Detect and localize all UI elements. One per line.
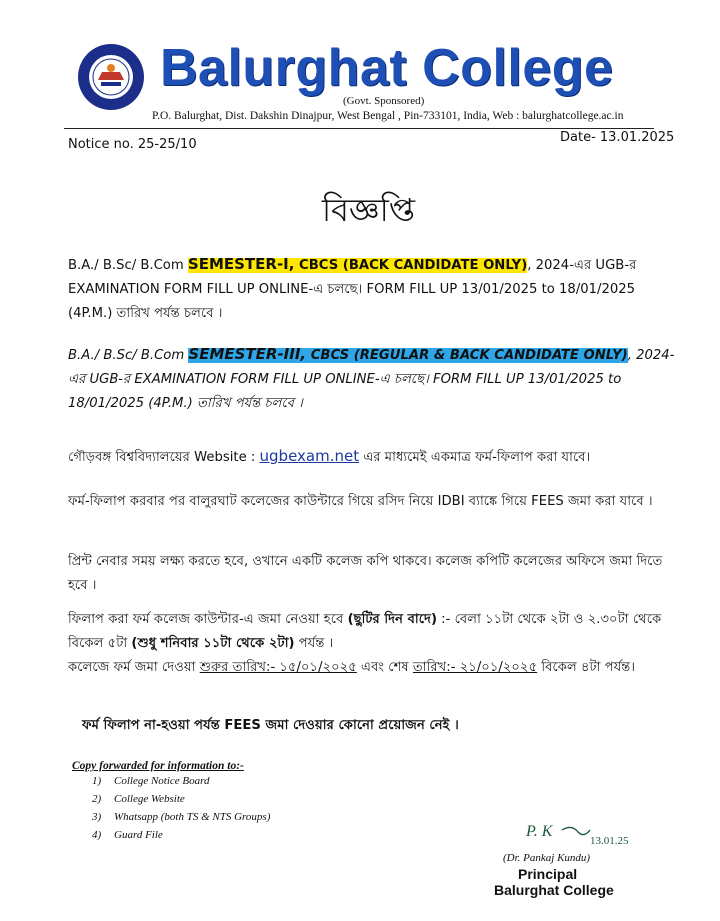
principal-signature: [524, 820, 644, 850]
paragraph-fees-payment: ফর্ম-ফিলাপ করবার পর বালুরঘাট কলেজের কাউন্টারে গিয়ে রসিদ নিয়ে IDBI ব্যাঙ্কে গিয়ে FEES জমা করা যাবে ।: [68, 494, 653, 509]
p2-prefix: B.A./ B.Sc/ B.Com: [68, 348, 189, 363]
p7-end-date: তারিখ:- ২১/০১/২০২৫: [412, 660, 538, 675]
copy-forwarded-list: [92, 772, 270, 844]
list-item: 3) Whatsapp (both TS & NTS Groups): [92, 811, 271, 823]
p1-semester-highlight: SEMESTER-I, CBCS (BACK CANDIDATE ONLY): [187, 255, 528, 273]
p6-middle: :- বেলা ১১টা থেকে ২টা ও ২.৩০টা থেকে বিকেল ৫টা: [68, 612, 662, 651]
p3-before: গৌড়বঙ্গ বিশ্ববিদ্যালয়ের Website :: [68, 450, 260, 465]
principal-name: (Dr. Pankaj Kundu): [503, 852, 591, 864]
p6-after: পর্যন্ত ।: [294, 636, 334, 651]
notice-date: Date- 13.01.2025: [560, 130, 675, 145]
notice-number: Notice no. 25-25/10: [68, 137, 197, 152]
paragraph-semester-1: [68, 252, 680, 326]
ugbexam-link[interactable]: ugbexam.net: [259, 447, 360, 465]
college-address: P.O. Balurghat, Dist. Dakshin Dinajpur, West Bengal , Pin-733101, India, Web : balurghatcollege.ac.in: [152, 110, 624, 122]
p1-suffix: , 2024-এর UGB-র EXAMINATION FORM FILL UP ONLINE-এ চলছে। FORM FILL UP 13/01/2025 to 18/01/2025 (4P.M.) তারিখ পর্যন্ত চলবে ।: [68, 258, 637, 321]
p7-before: কলেজে ফর্ম জমা দেওয়া: [68, 660, 200, 675]
svg-text:13.01.25: 13.01.25: [590, 835, 629, 847]
copy-forwarded-heading: Copy forwarded for information to:-: [72, 760, 244, 772]
college-name: Balurghat College: [160, 39, 614, 97]
principal-institution: Balurghat College: [494, 882, 614, 898]
p6-saturday-note: (শুধু শনিবার ১১টা থেকে ২টা): [131, 636, 295, 651]
header-divider: [64, 128, 654, 129]
p7-start-date: শুরুর তারিখ:- ১৫/০১/২০২৫: [199, 660, 357, 675]
p1-prefix: B.A./ B.Sc/ B.Com: [68, 258, 188, 273]
govt-sponsored-label: (Govt. Sponsored): [343, 95, 425, 107]
p6-before: ফিলাপ করা ফর্ম কলেজ কাউন্টার-এ জমা নেওয়া হবে: [68, 612, 348, 627]
svg-text:P. K: P. K: [526, 823, 553, 840]
paragraph-college-copy: প্রিন্ট নেবার সময় লক্ষ্য করতে হবে, ওখানে একটি কলেজ কপি থাকবে। কলেজ কপিটি কলেজের অফিসে জমা দিতে হবে ।: [68, 554, 663, 593]
paragraph-submission-dates: [68, 656, 680, 680]
p2-semester-highlight: SEMESTER-III, CBCS (REGULAR & BACK CANDIDATE ONLY): [188, 345, 628, 363]
principal-designation: Principal: [518, 866, 578, 882]
notice-heading: বিজ্ঞপ্তি: [322, 191, 416, 229]
paragraph-counter-timing: [68, 608, 680, 656]
paragraph-website: [68, 444, 680, 470]
list-item: 1) College Notice Board: [92, 775, 210, 787]
college-logo-seal: [76, 42, 146, 112]
p2-suffix: , 2024-এর UGB-র EXAMINATION FORM FILL UP ONLINE-এ চলছে। FORM FILL UP 13/01/2025 to 18/01/2025 (4P.M.) তারিখ পর্যন্ত চলবে ।: [68, 348, 675, 411]
p7-after: বিকেল ৪টা পর্যন্ত।: [537, 660, 636, 675]
list-item: 4) Guard File: [92, 829, 163, 841]
list-item: 2) College Website: [92, 793, 185, 805]
paragraph-fees-note: ফর্ম ফিলাপ না-হওয়া পর্যন্ত FEES জমা দেওয়ার কোনো প্রয়োজন নেই ।: [82, 718, 459, 733]
p3-after: এর মাধ্যমেই একমাত্র ফর্ম-ফিলাপ করা যাবে।: [359, 450, 591, 465]
p7-middle: এবং শেষ: [356, 660, 413, 675]
p6-holiday-note: (ছুটির দিন বাদে): [347, 612, 437, 627]
paragraph-semester-3: [68, 342, 680, 416]
